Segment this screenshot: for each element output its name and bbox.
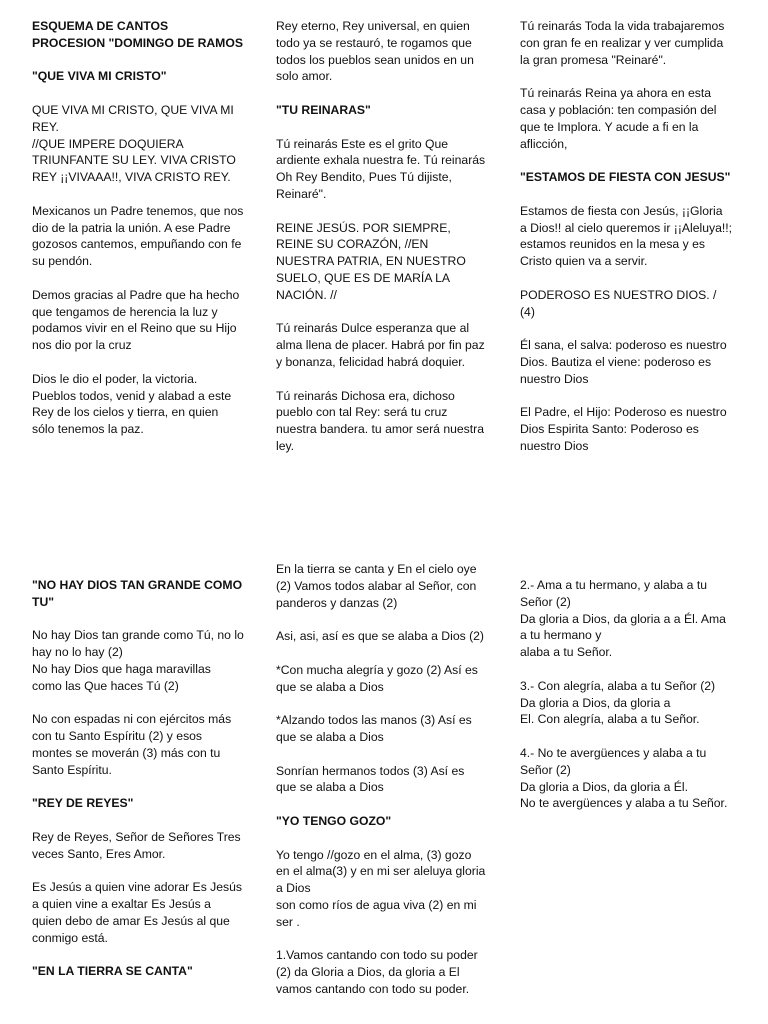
song-title: "ESTAMOS DE FIESTA CON JESUS" (520, 170, 731, 185)
verse: Demos gracias al Padre que ha hecho que tengamos de herencia la luz y podamos vivir en el Reino que su Hijo nos dio por la cruz (32, 287, 240, 353)
verse: Dios le dio el poder, la victoria. Pueblos todos, venid y alabad a este Rey de los cielos y tierra, en quien sólo tenemos la paz. (32, 371, 232, 437)
chorus: PODEROSO ES NUESTRO DIOS. / (4) (520, 287, 717, 319)
song-title: "REY DE REYES" (32, 796, 134, 811)
verse: Mexicanos un Padre tenemos, que nos dio de la patria la unión. A ese Padre gozosos cantemos, empuñando con fe su pendón. (32, 203, 244, 269)
song-title: "EN LA TIERRA SE CANTA" (32, 964, 193, 979)
document-title: ESQUEMA DE CANTOS PROCESION "DOMINGO DE RAMOS (32, 19, 243, 50)
verse: Rey de Reyes, Señor de Señores Tres veces Santo, Eres Amor. (32, 829, 241, 861)
top-column-2 (276, 18, 488, 472)
verse: 3.- Con alegría, alaba a tu Señor (2) Da gloria a Dios, da gloria a El. Con alegría, alaba a tu Señor. (520, 678, 716, 727)
verse: *Con mucha alegría y gozo (2) Así es que se alaba a Dios (276, 662, 478, 694)
chorus: REINE JESÚS. POR SIEMPRE, REINE SU CORAZÓN, //EN NUESTRA PATRIA, EN NUESTRO SUELO, QUE ES DE MARÍA LA NACIÓN. // (276, 220, 466, 302)
verse: No con espadas ni con ejércitos más con tu Santo Espíritu (2) y esos montes se moverán (3) más con tu Santo Espíritu. (32, 712, 232, 777)
bottom-column-2 (276, 561, 488, 1015)
top-column-1 (32, 18, 244, 455)
verse: Tú reinarás Reina ya ahora en esta casa y población: ten compasión del que te Implora. Y acude a fi en la aflicción, (520, 86, 717, 151)
song-title: "YO TENGO GOZO" (276, 813, 392, 828)
verse: Es Jesús a quien vine adorar Es Jesús a quien vine a exaltar Es Jesús a quien debo de amar Es Jesús al que conmigo está. (32, 880, 243, 945)
top-column-3 (520, 18, 732, 472)
chorus: QUE VIVA MI CRISTO, QUE VIVA MI REY. //QUE IMPERE DOQUIERA TRIUNFANTE SU LEY. VIVA CRISTO REY ¡¡VIVAAA!!, VIVA CRISTO REY. (32, 102, 236, 185)
song-title: "TU REINARAS" (276, 102, 371, 117)
chorus: No hay Dios tan grande como Tú, no lo hay no lo hay (2) No hay Dios que haga maravillas como las Que haces Tú (2) (32, 628, 244, 693)
song-title: "QUE VIVA MI CRISTO" (32, 69, 167, 84)
verse: Estamos de fiesta con Jesús, ¡¡Gloria a Dios!! al cielo queremos ir ¡¡Aleluya!!; estamos reunidos en la mesa y es Cristo quien va a servir. (520, 203, 733, 269)
verse: 4.- No te avergüences y alaba a tu Señor (2) Da gloria a Dios, da gloria a Él. No te avergüences y alaba a tu Señor. (520, 745, 728, 811)
verse: 1.Vamos cantando con todo su poder (2) da Gloria a Dios, da gloria a El vamos cantando con todo su poder. (276, 948, 478, 996)
verse: 2.- Ama a tu hermano, y alaba a tu Señor (2) Da gloria a Dios, da gloria a a Él. Ama a tu hermano y alaba a tu Señor. (520, 578, 726, 660)
verse: Él sana, el salva: poderoso es nuestro Dios. Bautiza el viene: poderoso es nuestro Dios (520, 338, 727, 386)
verse: El Padre, el Hijo: Poderoso es nuestro Dios Espirita Santo: Poderoso es nuestro Dios (520, 405, 727, 453)
verse: Tú reinarás Dichosa era, dichoso pueblo con tal Rey: será tu cruz nuestra bandera. tu amor será nuestra ley. (276, 388, 484, 453)
verse: Asi, asi, así es que se alaba a Dios (2) (276, 629, 484, 644)
verse: Tú reinarás Este es el grito Que ardiente exhala nuestra fe. Tú reinarás Oh Rey Bendito, Pues Tú dijiste, Reinaré". (276, 136, 486, 201)
verse: Rey eterno, Rey universal, en quien todo ya se restauró, te rogamos que todos los pueblos sean unidos en un solo amor. (276, 19, 474, 84)
verse: *Alzando todos las manos (3) Así es que se alaba a Dios (276, 713, 472, 744)
verse: Tú reinarás Toda la vida trabajaremos con gran fe en realizar y ver cumplida la gran promesa "Reinaré". (520, 19, 725, 67)
bottom-column-1 (32, 577, 244, 997)
verse: Tú reinarás Dulce esperanza que al alma llena de placer. Habrá por fin paz y bonanza, felicidad habrá doquier. (276, 321, 485, 369)
bottom-column-3 (520, 577, 732, 829)
verse: Sonrían hermanos todos (3) Así es que se alaba a Dios (276, 763, 465, 795)
song-title: "NO HAY DIOS TAN GRANDE COMO TU" (32, 578, 243, 609)
chorus: Yo tengo //gozo en el alma, (3) gozo en el alma(3) y en mi ser aleluya gloria a Dios son como ríos de agua viva (2) en mi ser . (276, 847, 486, 929)
chorus: En la tierra se canta y En el cielo oye (2) Vamos todos alabar al Señor, con panderos y danzas (2) (276, 562, 477, 610)
